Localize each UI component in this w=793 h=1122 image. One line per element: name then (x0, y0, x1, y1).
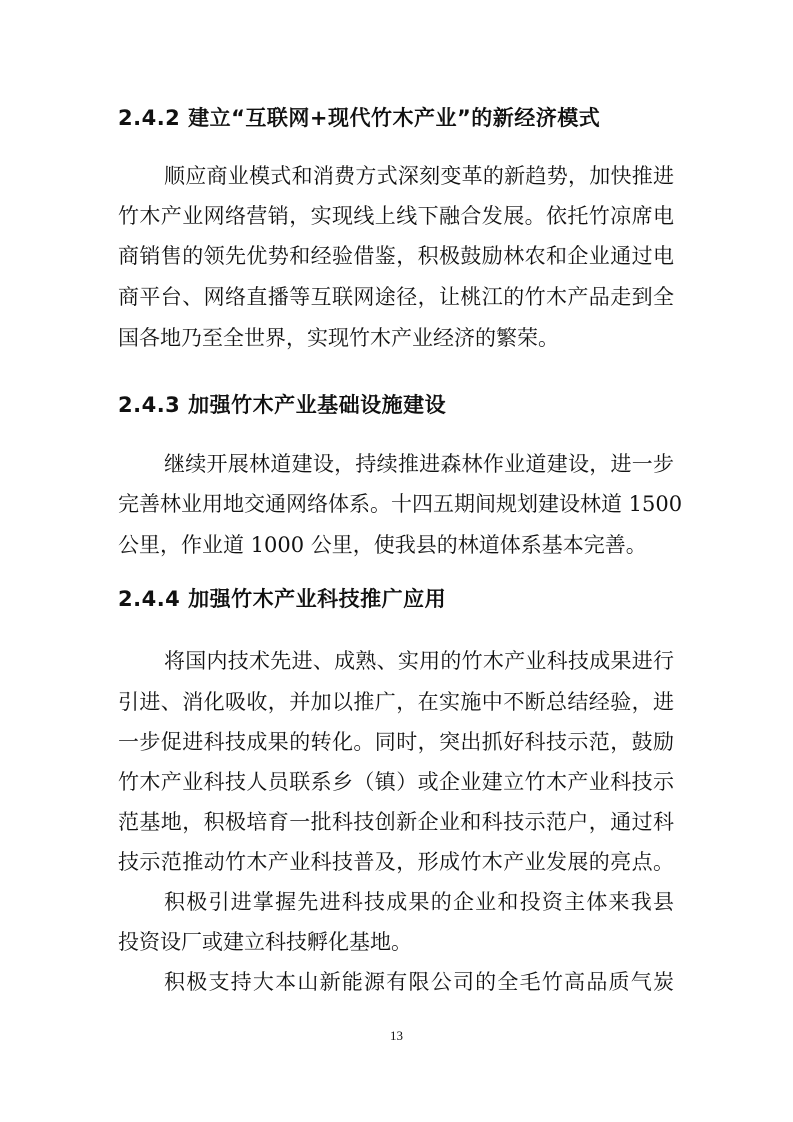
paragraph-line: 竹木产业科技人员联系乡（镇）或企业建立竹木产业科技示 (118, 770, 674, 794)
section-heading-2-4-4: 2.4.4 加强竹木产业科技推广应用 (118, 587, 447, 611)
paragraph-line: 积极引进掌握先进科技成果的企业和投资主体来我县 (164, 890, 674, 914)
paragraph-line: 公里，作业道 1000 公里，使我县的林道体系基本完善。 (118, 533, 647, 557)
paragraph-line: 完善林业用地交通网络体系。十四五期间规划建设林道 1500 (118, 492, 683, 516)
paragraph-line: 商销售的领先优势和经验借鉴，积极鼓励林农和企业通过电 (118, 244, 674, 268)
paragraph-line: 继续开展林道建设，持续推进森林作业道建设，进一步 (164, 452, 674, 476)
paragraph-line: 积极支持大本山新能源有限公司的全毛竹高品质气炭 (164, 970, 674, 994)
paragraph-line: 商平台、网络直播等互联网途径，让桃江的竹木产品走到全 (118, 285, 674, 309)
paragraph-line: 将国内技术先进、成熟、实用的竹木产业科技成果进行 (164, 649, 674, 673)
paragraph-line: 顺应商业模式和消费方式深刻变革的新趋势，加快推进 (164, 164, 674, 188)
section-heading-2-4-3: 2.4.3 加强竹木产业基础设施建设 (118, 393, 447, 417)
paragraph-line: 投资设厂或建立科技孵化基地。 (118, 930, 412, 954)
page-number: 13 (390, 1028, 403, 1043)
paragraph-line: 引进、消化吸收，并加以推广，在实施中不断总结经验，进 (118, 690, 674, 714)
paragraph-line: 技示范推动竹木产业科技普及，形成竹木产业发展的亮点。 (118, 850, 674, 874)
paragraph-line: 竹木产业网络营销，实现线上线下融合发展。依托竹凉席电 (118, 204, 674, 228)
section-heading-2-4-2: 2.4.2 建立“互联网+现代竹木产业”的新经济模式 (118, 106, 601, 130)
paragraph-line: 国各地乃至全世界，实现竹木产业经济的繁荣。 (118, 326, 559, 350)
paragraph-line: 范基地，积极培育一批科技创新企业和科技示范户，通过科 (118, 810, 674, 834)
paragraph-line: 一步促进科技成果的转化。同时，突出抓好科技示范，鼓励 (118, 730, 674, 754)
